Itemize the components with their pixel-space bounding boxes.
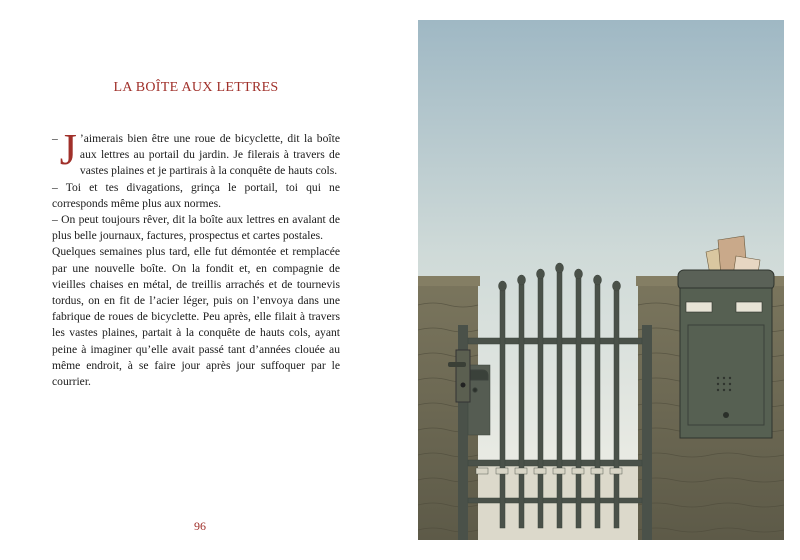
chapter-title: LA BOÎTE AUX LETTRES [113, 80, 279, 95]
dialogue-dash: – [52, 132, 58, 145]
drop-cap: J [59, 125, 77, 174]
story-text [52, 125, 340, 390]
gate-post-right [642, 325, 652, 540]
page-number: 96 [194, 519, 206, 533]
paragraph-2: – Toi et tes divagations, grinça le portail, toi qui ne corresponds même plus aux normes. [52, 180, 340, 210]
paragraph-3: – On peut toujours rêver, dit la boîte aux lettres en avalant de plus belle journaux, factures, prospectus et cartes postales. [52, 213, 340, 243]
paragraph-4: Quelques semaines plus tard, elle fut démontée et remplacée par une nouvelle boîte. On la fondit et, en compagnie de vieilles chaises en métal, de treillis arrachés et de tournevis tordus, on en fit de l’acier léger, puis on l’envoya dans une fabrique de roues de bicyclette. Peu après, elle filait à travers les vastes plaines, partait à la conquête de hauts cols, ayant peine à imaginer qu’elle avait passé tant d’années clouée au même endroit, à se faire jour après jour suffoquer par le courrier. [52, 245, 340, 389]
gate-and-mailbox-illustration [418, 20, 784, 540]
paragraph-1-text: ’aimerais bien être une roue de bicyclette, dit la boîte aux lettres au portail du jardin. Je filerais à travers de vastes plaines et je partirais à la conquête de hauts cols. [79, 132, 340, 178]
mailbox [678, 270, 774, 438]
paragraph-1 [52, 125, 340, 180]
